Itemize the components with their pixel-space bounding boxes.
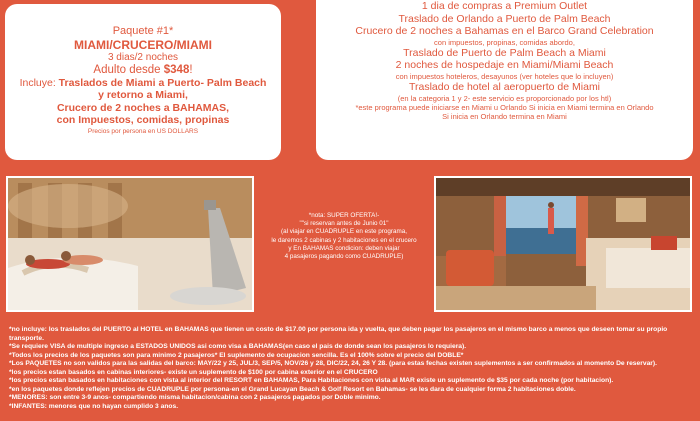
terms-line: *los precios estan basados en cabinas interiores- existe un suplemento de $100 por cabina exterior en el CRUCERO (9, 368, 378, 376)
includes-line: y retorno a Miami, (98, 89, 188, 102)
includes-line: Traslados de Miami a Puerto- Palm Beach (58, 77, 267, 90)
terms-line: *Todos los precios de los paquetes son para minimo 2 pasajeros* El suplemento de ocupacion sencilla. Es el 100% sobre el precio del DOBLE* (9, 351, 464, 359)
offer-line: (al viajar en CUADRUPLE en este programa, (281, 228, 407, 236)
itinerary-line: con impuestos, propinas, comidas abordo, (434, 37, 575, 47)
adult-price: $348 (163, 63, 190, 76)
cabin-photo (434, 176, 692, 312)
terms-line: *en los paquetes donde reflejen precios de CUADRUPLE por persona-en el Grand Lucayan Beach & Golf Resort en Bahamas- se les dara de cualquier forma 2 habitaciones doble. (9, 385, 576, 393)
offer-line: y En BAHAMAS condicion: deben viajar (288, 244, 400, 252)
offer-line: 4 pasajeros pagando como CUADRUPLE) (284, 252, 404, 260)
itinerary-line: Traslado de hotel al aeropuerto de Miami (408, 80, 601, 93)
terms-line: *no incluye: los traslados del PUERTO al HOTEL en BAHAMAS que tienen un costo de $17.00 por persona ida y vuelta, que deben pagar los pasajeros en el mismo barco a menos que deseen tomar su propio transporte. (9, 326, 668, 342)
itinerary-line: Si inicia en Orlando termina en Miami (442, 111, 567, 121)
terms-line: *Los PAQUETES no son validos para las salidas del barco: MAY/22 y 25, JUL/3, SEP/5, NOV/26 y 28, DIC/22, 24, 26 Y 28. (para estas fechas existen suplementos a ser confirmados al momento De reservar). (9, 360, 657, 367)
package-card (5, 4, 281, 160)
terms-line: *Se requiere VISA de multiple ingreso a ESTADOS UNIDOS asi como visa a BAHAMAS(en caso el pais de donde sean los pasajeros lo requiera). (9, 343, 467, 350)
itinerary-line: Crucero de 2 noches a Bahamas en el Barco Grand Celebration (355, 25, 654, 38)
itinerary-line: *este programa puede iniciarse en Miami u Orlando Si inicia en Miami termina en Orlando (355, 102, 654, 112)
adult-price-label: Adulto desde (93, 63, 164, 76)
terms-line: *MENORES: son entre 3-9 anos- compartiendo misma habitacion/cabina con 2 pasajeros pagados por Doble minimo. (9, 394, 381, 401)
terms-footer (9, 326, 695, 411)
offer-line: le daremos 2 cabinas y 2 habitaciones en el crucero (271, 236, 417, 244)
includes-line: Crucero de 2 noches a BAHAMAS, (56, 101, 230, 114)
offer-line: ""si reservan antes de Junio 01" (299, 220, 389, 228)
spa-photo (6, 176, 254, 312)
adult-price-suffix: ! (189, 63, 193, 76)
offer-line: *nota: SUPER OFERTA!- (308, 212, 380, 219)
itinerary-line: (en la categoria 1 y 2- este servicio es proporcionado por los htl) (397, 93, 612, 103)
adult-price-line (5, 64, 281, 77)
package-duration: 3 dias/2 noches (107, 51, 179, 63)
itinerary-line: Traslado de Orlando a Puerto de Palm Beach (398, 12, 611, 25)
package-title: MIAMI/CRUCERO/MIAMI (74, 37, 212, 52)
terms-line: *INFANTES: menores que no hayan cumplido 3 anos. (9, 402, 179, 410)
includes-line: con Impuestos, comidas, propinas (56, 113, 230, 126)
itinerary-line: Traslado de Puerto de Palm Beach a Miami (403, 46, 606, 59)
super-offer-note (264, 212, 424, 261)
terms-line: *los precios estan basados en habitaciones con vista al interior del RESORT en BAHAMAS, Para Habitaciones con vista al MAR existe un suplemento de $35 por cada noche (por habitacion). (9, 377, 614, 384)
includes-block (5, 77, 281, 126)
itinerary-line: con impuestos hoteleros, desayunos (ver hoteles que lo incluyen) (395, 71, 614, 81)
itinerary-card (316, 0, 693, 160)
itinerary-line: 1 dia de compras a Premium Outlet (421, 0, 588, 12)
includes-label: Incluye: (19, 77, 59, 90)
itinerary-line: 2 noches de hospedaje en Miami/Miami Beach (395, 59, 614, 72)
package-number: Paquete #1* (112, 25, 174, 37)
price-note: Precios por persona en US DOLLARS (87, 128, 199, 136)
